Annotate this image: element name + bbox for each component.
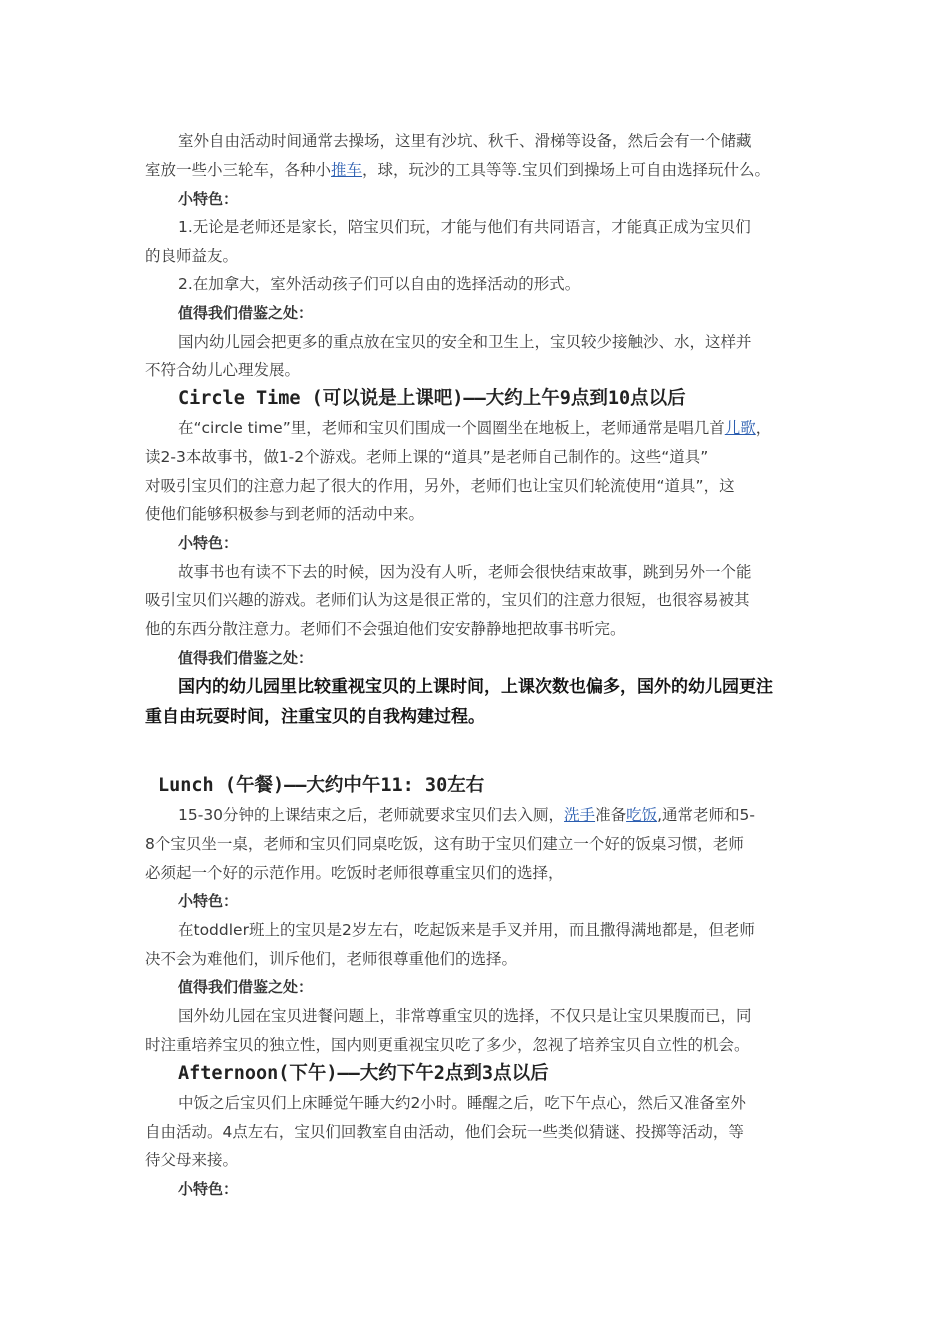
- link-eat[interactable]: 吃饭: [626, 806, 658, 824]
- paragraph-line: 国内幼儿园会把更多的重点放在宝贝的安全和卫生上，宝贝较少接触沙、水，这样并: [178, 333, 752, 351]
- text: 15-30分钟的上课结束之后，老师就要求宝贝们去入厕，: [178, 806, 565, 824]
- text: 在“circle time”里，老师和宝贝们围成一个圆圈坐在地板上，老师通常是唱几首: [178, 419, 725, 437]
- paragraph-line: 必须起一个好的示范作用。吃饭时老师很尊重宝贝们的选择，: [145, 864, 564, 882]
- paragraph-line: [178, 418, 771, 438]
- paragraph-line: 他的东西分散注意力。老师们不会强迫他们安安静静地把故事书听完。: [145, 620, 626, 638]
- link-cart[interactable]: 推车: [331, 161, 363, 179]
- paragraph-line: 1.无论是老师还是家长，陪宝贝们玩，才能与他们有共同语言，才能真正成为宝贝们: [178, 218, 751, 236]
- paragraph-line: 室外自由活动时间通常去操场，这里有沙坑、秋千、滑梯等设备，然后会有一个储藏: [178, 132, 752, 150]
- paragraph-line: [178, 805, 755, 825]
- paragraph-line: 8个宝贝坐一桌，老师和宝贝们同桌吃饭，这有助于宝贝们建立一个好的饭桌习惯，老师: [145, 835, 744, 853]
- feature-label: 小特色：: [178, 892, 239, 910]
- paragraph-line: 对吸引宝贝们的注意力起了很大的作用，另外，老师们也让宝贝们轮流使用“道具”，这: [145, 477, 735, 495]
- text: ,通常老师和5-: [657, 806, 755, 824]
- link-songs[interactable]: 儿歌: [724, 419, 756, 437]
- link-wash-hands[interactable]: 洗手: [564, 806, 596, 824]
- paragraph-line: 中饭之后宝贝们上床睡觉午睡大约2小时。睡醒之后，吃下午点心，然后又准备室外: [178, 1094, 746, 1112]
- paragraph-line: 决不会为难他们，训斥他们，老师很尊重他们的选择。: [145, 950, 518, 968]
- feature-label: 小特色：: [178, 1180, 239, 1198]
- paragraph-line: 待父母来接。: [145, 1151, 239, 1169]
- feature-label: 小特色：: [178, 190, 239, 208]
- learn-label: 值得我们借鉴之处：: [178, 304, 314, 322]
- paragraph-line: 不符合幼儿心理发展。: [145, 361, 301, 379]
- paragraph-line: 的良师益友。: [145, 247, 239, 265]
- paragraph-line: 国外幼儿园在宝贝进餐问题上，非常尊重宝贝的选择，不仅只是让宝贝果腹而已，同: [178, 1007, 752, 1025]
- paragraph-line: 自由活动。4点左右，宝贝们回教室自由活动，他们会玩一些类似猜谜、投掷等活动，等: [145, 1123, 744, 1141]
- paragraph-line: 在toddler班上的宝贝是2岁左右，吃起饭来是手叉并用，而且撒得满地都是，但老师: [178, 921, 755, 939]
- text: 准备: [595, 806, 627, 824]
- section-heading: Lunch (午餐)——大约中午11: 30左右: [158, 775, 485, 796]
- paragraph-line: 读2-3本故事书，做1-2个游戏。老师上课的“道具”是老师自己制作的。这些“道具”: [145, 448, 709, 466]
- text: 室放一些小三轮车，各种小: [145, 161, 332, 179]
- text: ，球，玩沙的工具等等.宝贝们到操场上可自由选择玩什么。: [362, 161, 770, 179]
- paragraph-line: 故事书也有读不下去的时候，因为没有人听，老师会很快结束故事，跳到另外一个能: [178, 563, 752, 581]
- feature-label: 小特色：: [178, 534, 239, 552]
- section-heading: Circle Time (可以说是上课吧)——大约上午9点到10点以后: [178, 388, 686, 409]
- learn-label: 值得我们借鉴之处：: [178, 649, 314, 667]
- paragraph-line: 2.在加拿大，室外活动孩子们可以自由的选择活动的形式。: [178, 275, 581, 293]
- paragraph-line-bold: 重自由玩耍时间，注重宝贝的自我构建过程。: [145, 707, 485, 727]
- section-heading: Afternoon(下午)——大约下午2点到3点以后: [178, 1063, 549, 1084]
- paragraph-line: [145, 160, 770, 180]
- paragraph-line: 吸引宝贝们兴趣的游戏。老师们认为这是很正常的，宝贝们的注意力很短，也很容易被其: [145, 591, 750, 609]
- paragraph-line: 使他们能够积极参与到老师的活动中来。: [145, 505, 425, 523]
- text: ，: [755, 419, 772, 437]
- paragraph-line-bold: 国内的幼儿园里比较重视宝贝的上课时间，上课次数也偏多，国外的幼儿园更注: [178, 677, 773, 697]
- paragraph-line: 时注重培养宝贝的独立性，国内则更重视宝贝吃了多少，忽视了培养宝贝自立性的机会。: [145, 1036, 750, 1054]
- learn-label: 值得我们借鉴之处：: [178, 978, 314, 996]
